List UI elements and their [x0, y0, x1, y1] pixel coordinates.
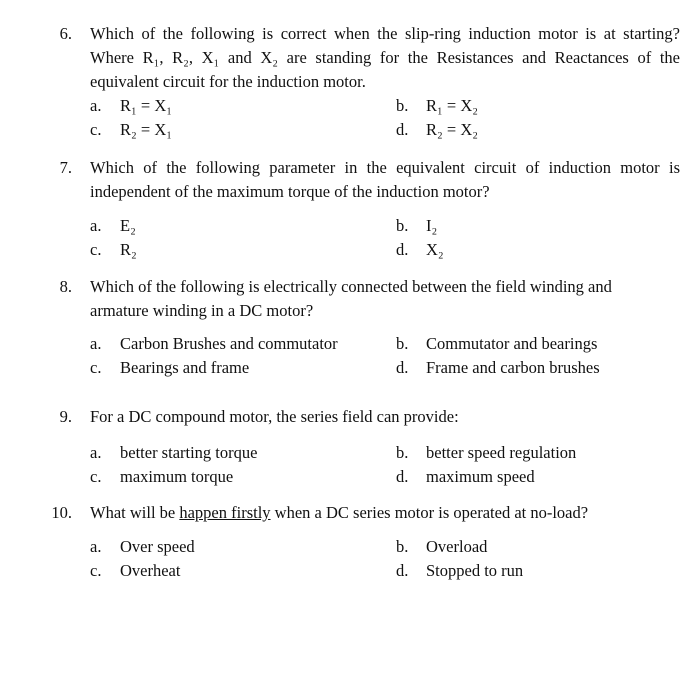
option-d	[396, 559, 523, 583]
option-b	[396, 332, 597, 356]
option-c	[90, 559, 180, 583]
option-text: maximum speed	[426, 467, 535, 486]
option-letter: a.	[90, 537, 102, 556]
question-line: equivalent circuit for the induction motor.	[90, 72, 366, 91]
option-letter: c.	[90, 358, 102, 377]
question-line: Which of the following is electrically connected between the field winding and	[90, 277, 612, 296]
option-text: Stopped to run	[426, 561, 524, 580]
option-c	[90, 356, 249, 380]
option-text: better speed regulation	[426, 443, 577, 462]
question-text	[90, 501, 680, 525]
question-text-part: What will be	[90, 503, 180, 522]
question-line: independent of the maximum torque of the induction motor?	[90, 182, 490, 201]
question-number: 10.	[51, 503, 72, 522]
option-text: Commutator and bearings	[426, 334, 598, 353]
option-d	[396, 356, 600, 380]
question-line: Which of the following parameter in the equivalent circuit of induction motor is	[90, 158, 680, 177]
option-d	[396, 118, 478, 142]
question-number: 9.	[59, 407, 72, 426]
question-line: armature winding in a DC motor?	[90, 301, 314, 320]
question-line: For a DC compound motor, the series field can provide:	[90, 407, 459, 426]
option-letter: c.	[90, 240, 102, 259]
option-b	[396, 441, 576, 465]
option-letter: a.	[90, 334, 102, 353]
option-text: Frame and carbon brushes	[426, 358, 600, 377]
option-letter: c.	[90, 467, 102, 486]
question-text	[90, 156, 680, 204]
question-line	[90, 501, 680, 525]
option-letter: c.	[90, 561, 102, 580]
option-letter: b.	[396, 216, 409, 235]
option-letter: d.	[396, 120, 409, 139]
option-a	[90, 94, 172, 118]
option-letter: a.	[90, 216, 102, 235]
option-letter: b.	[396, 334, 409, 353]
option-b	[396, 94, 478, 118]
question-text	[90, 22, 680, 94]
option-text: X₂	[426, 240, 444, 259]
question-number: 8.	[59, 277, 72, 296]
question-line: Which of the following is correct when the slip-ring induction motor is at starting?	[90, 24, 680, 43]
question-line: Where R₁, R₂, X₁ and X₂ are standing for the Resistances and Reactances of the	[90, 48, 680, 67]
option-c	[90, 118, 172, 142]
option-text: R₂ = X₁	[120, 120, 172, 139]
option-letter: a.	[90, 96, 102, 115]
option-letter: b.	[396, 537, 409, 556]
option-b	[396, 535, 487, 559]
question-text	[90, 405, 680, 429]
option-text: R₂	[120, 240, 137, 259]
option-text: maximum torque	[120, 467, 234, 486]
option-letter: b.	[396, 96, 409, 115]
option-text: Carbon Brushes and commutator	[120, 334, 338, 353]
option-text: Overload	[426, 537, 488, 556]
option-text: E₂	[120, 216, 136, 235]
option-text: Overheat	[120, 561, 181, 580]
option-letter: d.	[396, 561, 409, 580]
option-d	[396, 238, 444, 262]
question-text	[90, 275, 680, 323]
option-letter: d.	[396, 240, 409, 259]
option-letter: b.	[396, 443, 409, 462]
option-b	[396, 214, 437, 238]
option-text: Over speed	[120, 537, 195, 556]
option-c	[90, 465, 233, 489]
option-text: better starting torque	[120, 443, 258, 462]
underlined-phrase: happen firstly	[179, 503, 271, 522]
option-a	[90, 535, 195, 559]
question-number: 6.	[59, 24, 72, 43]
option-text: Bearings and frame	[120, 358, 250, 377]
question-text-part: when a DC series motor is operated at no-load?	[270, 503, 589, 522]
option-a	[90, 332, 338, 356]
option-text: R₁ = X₂	[426, 96, 478, 115]
option-letter: d.	[396, 467, 409, 486]
option-letter: d.	[396, 358, 409, 377]
option-d	[396, 465, 535, 489]
question-number: 7.	[59, 158, 72, 177]
option-text: R₂ = X₂	[426, 120, 478, 139]
option-letter: c.	[90, 120, 102, 139]
option-text: R₁ = X₁	[120, 96, 172, 115]
option-a	[90, 214, 136, 238]
option-a	[90, 441, 257, 465]
option-text: I₂	[426, 216, 438, 235]
option-letter: a.	[90, 443, 102, 462]
option-c	[90, 238, 137, 262]
